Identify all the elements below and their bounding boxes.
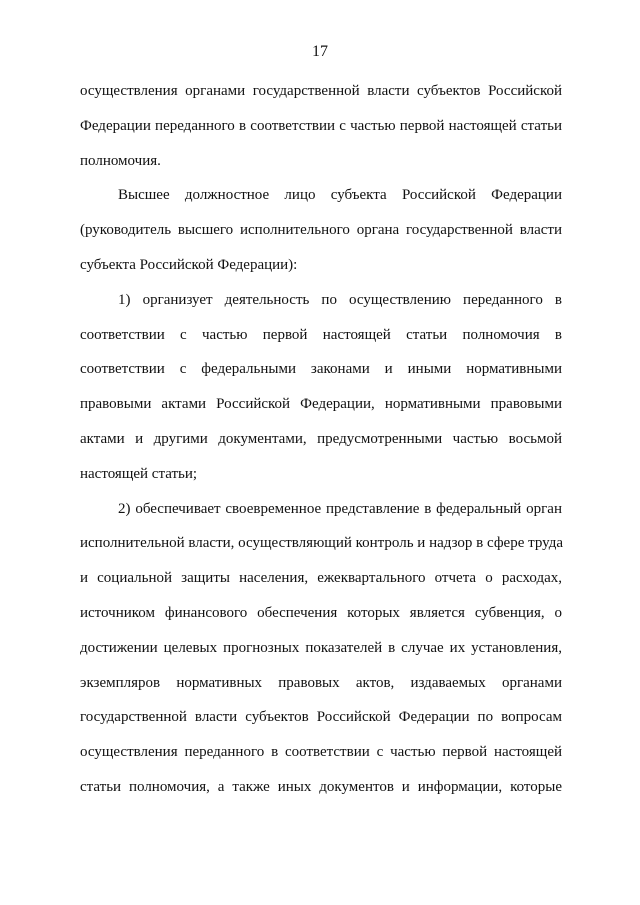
- text-line: полномочия.: [80, 152, 161, 169]
- text-line: источником финансового обеспечения которых является субвенция, о: [80, 604, 562, 621]
- text-line: 1) организует деятельность по осуществлению переданного в: [118, 291, 562, 308]
- text-line: соответствии с федеральными законами и иными нормативными: [80, 361, 562, 378]
- text-line: 2) обеспечивает своевременное представление в федеральный орган: [118, 500, 562, 517]
- text-line: экземпляров нормативных правовых актов, издаваемых органами: [80, 674, 562, 691]
- page-number: 17: [312, 43, 328, 60]
- text-line: осуществления переданного в соответствии с частью первой настоящей: [80, 744, 562, 761]
- text-line: правовыми актами Российской Федерации, нормативными правовыми: [80, 396, 562, 413]
- text-line: Высшее должностное лицо субъекта Российской Федерации: [118, 187, 562, 204]
- paragraph: [80, 492, 562, 805]
- text-line: достижении целевых прогнозных показателей в случае их установления,: [80, 639, 562, 656]
- text-line: государственной власти субъектов Российской Федерации по вопросам: [80, 709, 562, 726]
- text-line: субъекта Российской Федерации):: [80, 256, 298, 273]
- text-line: актами и другими документами, предусмотренными частью восьмой: [80, 430, 562, 447]
- paragraph: [80, 178, 562, 282]
- paragraph: [80, 74, 562, 178]
- document-body: [80, 74, 562, 805]
- text-line: осуществления органами государственной власти субъектов Российской: [80, 83, 562, 99]
- text-line: настоящей статьи;: [80, 465, 198, 482]
- text-line: и социальной защиты населения, ежеквартального отчета о расходах,: [80, 570, 562, 587]
- text-line: исполнительной власти, осуществляющий контроль и надзор в сфере труда: [80, 535, 564, 552]
- text-line: Федерации переданного в соответствии с частью первой настоящей статьи: [80, 117, 562, 134]
- text-line: соответствии с частью первой настоящей статьи полномочия в: [80, 326, 562, 343]
- paragraph: [80, 283, 562, 492]
- text-line: статьи полномочия, а также иных документов и информации, которые: [80, 778, 562, 795]
- text-line: (руководитель высшего исполнительного органа государственной власти: [80, 222, 562, 239]
